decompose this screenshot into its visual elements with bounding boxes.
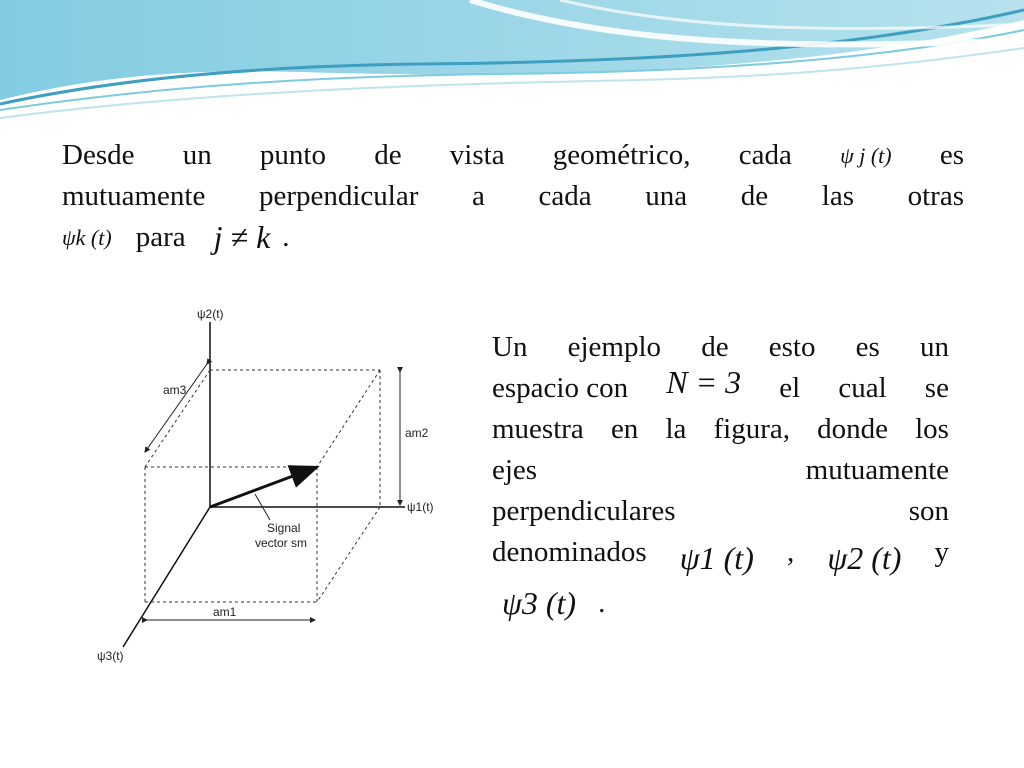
word: mutuamente [805,454,949,486]
comma: , [786,536,795,568]
period: . [282,221,290,253]
word: perpendicular [258,180,419,212]
intro-line-1 [62,135,964,176]
word: geométrico, [552,139,691,171]
example-line-3 [492,409,949,450]
word: es [939,139,964,171]
word: espacio con [492,372,629,404]
word: las [821,180,854,212]
signal-space-figure [95,302,450,670]
paragraph-intro [62,135,964,258]
word: muestra [492,413,584,445]
math-j-neq-k: j ≠ k [213,219,271,255]
signal-vector-arrow [210,467,317,507]
math-psi-j: ψ j (t) [840,143,892,168]
label-signal: Signal [267,521,301,535]
math-psi-k: ψk (t) [62,225,112,250]
word: se [924,372,949,404]
word: un [182,139,212,171]
axis-psi3 [123,507,210,647]
word: son [908,495,949,527]
intro-line-3 [62,217,964,258]
example-line-7 [492,583,949,624]
word: de [740,180,769,212]
label-psi3: ψ3(t) [97,649,124,663]
word: la [665,413,687,445]
word: cual [838,372,887,404]
word: un [920,331,949,363]
word: mutuamente [62,180,206,212]
example-line-6 [492,532,949,579]
word: cada [738,139,792,171]
word: cada [538,180,592,212]
example-line-4 [492,450,949,491]
paragraph-example [492,327,949,624]
word: vista [449,139,505,171]
label-am1: am1 [213,605,237,619]
intro-line-2 [62,176,964,217]
math-psi-3: ψ3 (t) [502,585,577,621]
word: punto [259,139,326,171]
word: Un [492,331,528,363]
word: y [934,536,949,568]
label-psi1: ψ1(t) [407,500,434,514]
math-psi-1: ψ1 (t) [679,540,754,576]
word: una [645,180,688,212]
dim-am3-line [145,364,207,452]
label-vector: vector sm [255,536,308,550]
word: otras [907,180,964,212]
word: es [855,331,880,363]
final-period: . [598,587,606,619]
math-psi-2: ψ2 (t) [827,540,902,576]
word: de [374,139,402,171]
word: ejemplo [567,331,662,363]
word: de [701,331,729,363]
word: Desde [62,139,135,171]
word: el [779,372,801,404]
word: en [610,413,639,445]
word: esto [768,331,816,363]
word: a [472,180,485,212]
header-wave-decoration [0,0,1024,120]
word: denominados [492,536,647,568]
word: donde [817,413,888,445]
word: para [135,221,186,253]
math-n-eq-3: N = 3 [666,364,742,400]
word: figura, [713,413,790,445]
word: ejes [492,454,538,486]
example-line-5 [492,491,949,532]
label-am2: am2 [405,426,429,440]
label-psi2: ψ2(t) [197,307,224,321]
label-am3: am3 [163,383,187,397]
word: los [915,413,949,445]
word: perpendiculares [492,495,676,527]
example-line-2 [492,364,949,409]
